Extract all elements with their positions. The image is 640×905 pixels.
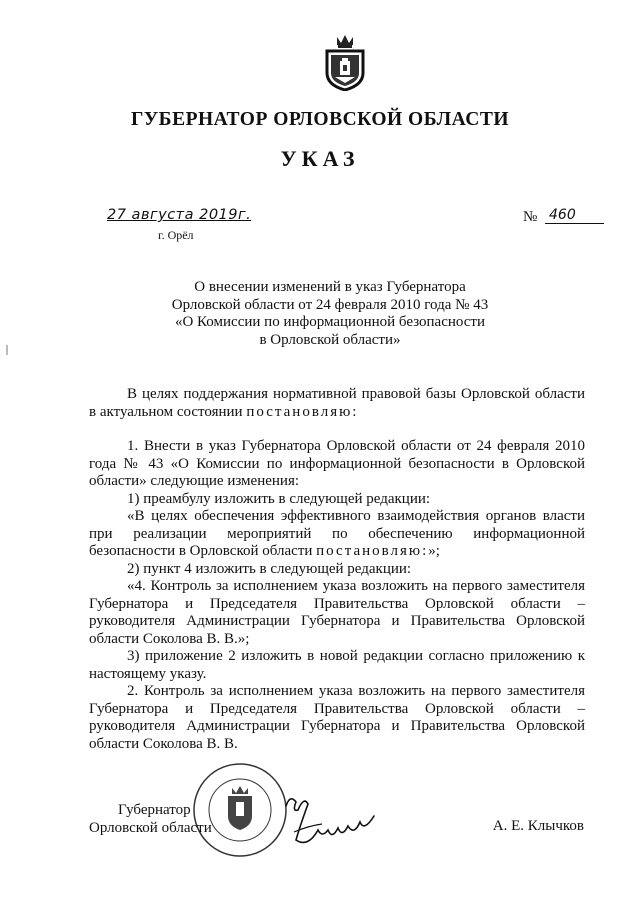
- title-line: Орловской области от 24 февраля 2010 года № 43: [171, 296, 489, 313]
- signatory-position: [89, 801, 212, 837]
- subitem-2: 2) пункт 4 изложить в следующей редакции:: [127, 560, 412, 577]
- quote-decree-word: постановляю:: [316, 543, 429, 559]
- subitem-2-quote: «4. Контроль за исполнением указа возложить на первого заместителя Губернатора и Председателя Правительства Орловской области – руководителя Администрации Губернатора и Правительства Орловской области Соколова В. В.»;: [89, 578, 585, 647]
- document-number-label: №: [523, 209, 538, 225]
- subitem-3: 3) приложение 2 изложить в новой редакции согласно приложению к настоящему указу.: [89, 648, 585, 682]
- subitem-1: 1) преамбулу изложить в следующей редакции:: [127, 490, 431, 507]
- preamble: [89, 386, 585, 421]
- item-1: 1. Внести в указ Губернатора Орловской области от 24 февраля 2010 года № 43 «О Комиссии по информационной безопасности в Орловской области» следующие изменения:: [89, 438, 585, 489]
- decree-body: [89, 438, 585, 753]
- subitem-1-quote: «В целях обеспечения эффективного взаимодействия органов власти при реализации мероприятий по обеспечению информационной безопасности в Орловской области постановляю:»;: [89, 508, 585, 559]
- document-date: 27 августа 2019г.: [107, 207, 252, 223]
- title-line: О внесении изменений в указ Губернатора: [194, 279, 466, 295]
- title-line: в Орловской области»: [259, 331, 401, 348]
- handwritten-signature-icon: [278, 786, 383, 856]
- document-number: 460: [545, 207, 604, 224]
- title-line: «О Комиссии по информационной безопасности: [174, 314, 486, 330]
- signatory-name: А. Е. Клычков: [492, 818, 584, 834]
- document-type: УКАЗ: [280, 146, 360, 171]
- signatory-position-line: Губернатор: [118, 802, 191, 818]
- signatory-position-line: Орловской области: [89, 820, 212, 836]
- scan-margin-mark: [6, 345, 8, 355]
- issuing-authority: ГУБЕРНАТОР ОРЛОВСКОЙ ОБЛАСТИ: [130, 109, 510, 130]
- document-city: г. Орёл: [158, 228, 194, 242]
- preamble-text: В целях поддержания нормативной правовой базы Орловской области в актуальном состоянии: [89, 386, 585, 420]
- coat-of-arms-icon: [323, 33, 367, 91]
- document-title: [120, 279, 540, 349]
- item-2: 2. Контроль за исполнением указа возложить на первого заместителя Губернатора и Председателя Правительства Орловской области – руководителя Администрации Губернатора и Правительства Орловской области Соколова В. В.: [89, 683, 585, 752]
- decree-word: постановляю:: [246, 403, 359, 420]
